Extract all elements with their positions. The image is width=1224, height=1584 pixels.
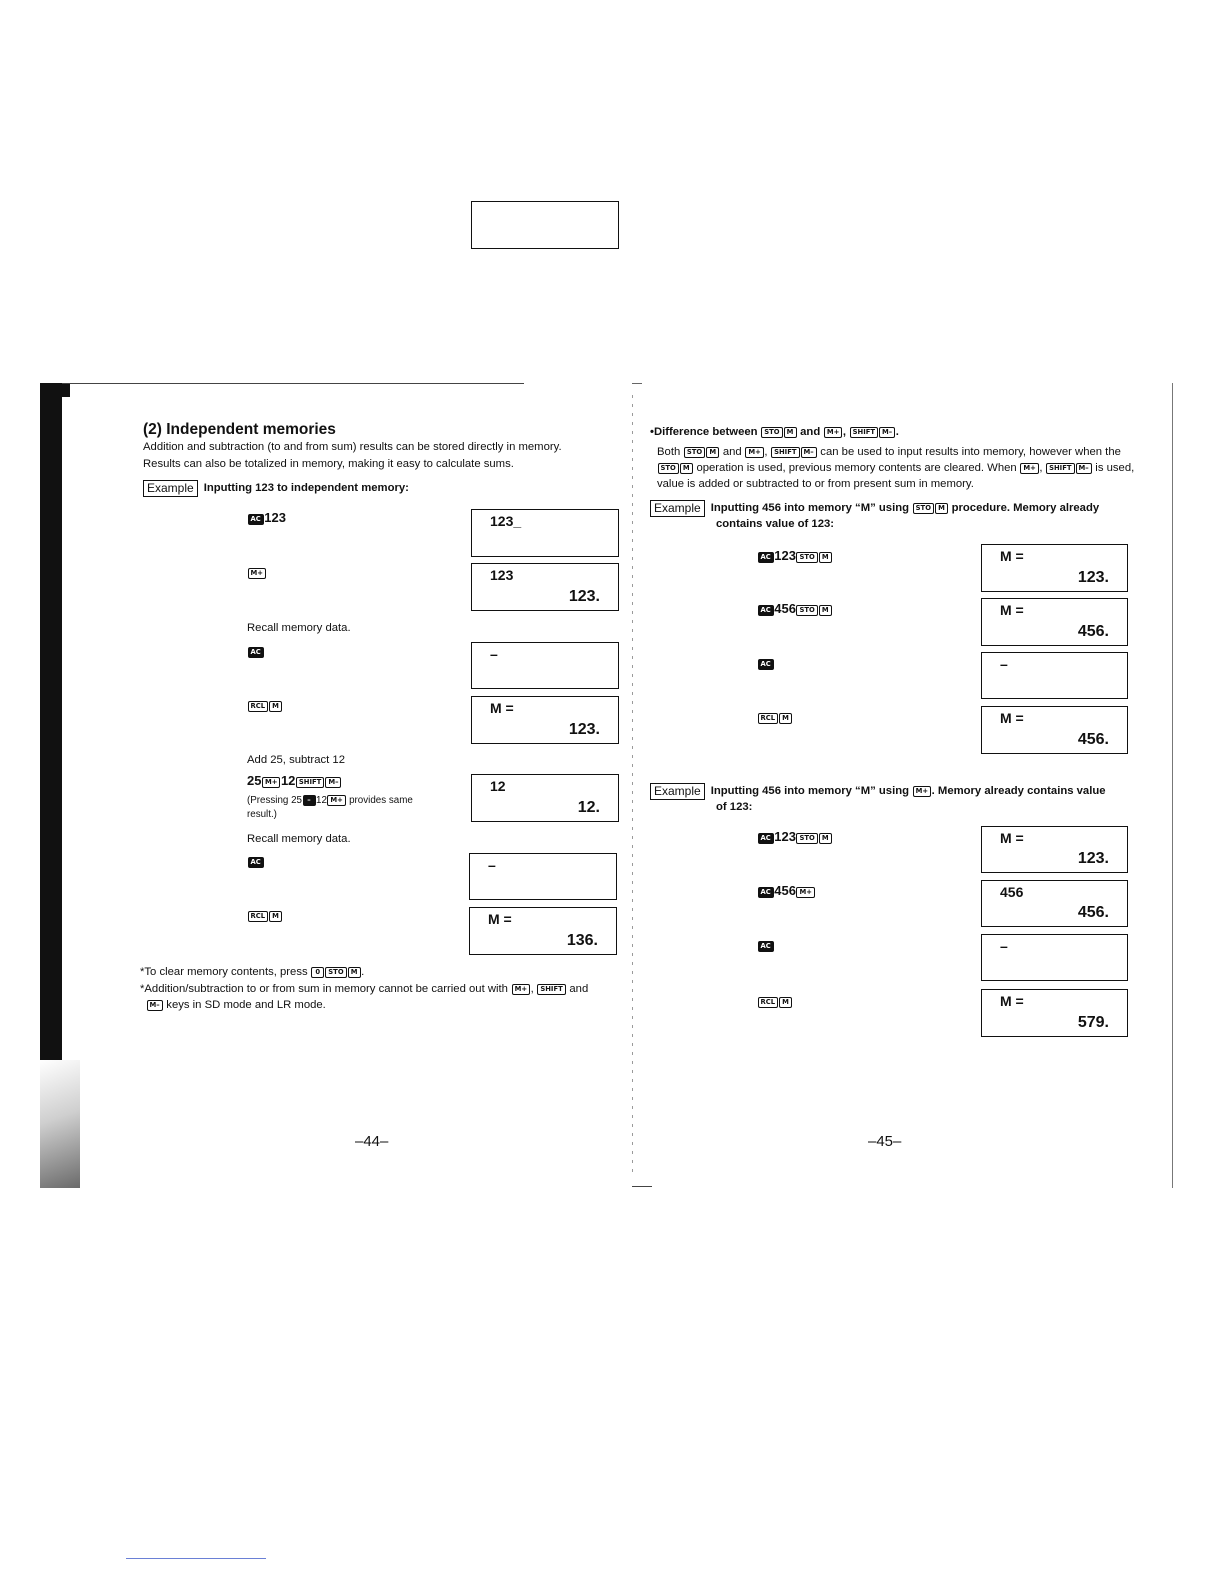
sto-key-icon: STO xyxy=(796,605,817,616)
difference-para-line-3: value is added or subtracted to or from present sum in memory. xyxy=(657,478,974,490)
lcd-display xyxy=(981,826,1128,873)
m-plus-key-icon: M+ xyxy=(745,447,763,458)
step-ac-456-sto-m xyxy=(757,601,832,617)
sto-key-icon: STO xyxy=(796,833,817,844)
example-label: Example xyxy=(650,500,705,517)
footnote-clear-memory: *To clear memory contents, press 0 STO M . xyxy=(140,966,365,978)
scan-center-mark xyxy=(632,383,642,384)
example-header-right-2 xyxy=(650,783,1106,800)
step-ac-456-m-plus xyxy=(757,883,815,899)
m-key-icon: M xyxy=(784,427,797,438)
scan-bottom-mark xyxy=(632,1186,652,1187)
scan-page-curl-shadow xyxy=(40,1060,80,1188)
section-heading: (2) Independent memories xyxy=(143,421,336,438)
lcd-top-line: – xyxy=(1000,938,1008,954)
example-title: Inputting 123 to independent memory: xyxy=(203,482,409,494)
m-minus-key-icon: M– xyxy=(325,777,341,788)
lcd-top-line: 123 xyxy=(490,567,514,583)
example-label: Example xyxy=(143,480,198,497)
shift-key-icon: SHIFT xyxy=(850,427,878,438)
m-key-icon: M xyxy=(706,447,719,458)
lcd-top-line: 456 xyxy=(1000,884,1024,900)
zero-key-icon: 0 xyxy=(311,967,324,978)
rcl-key-icon: RCL xyxy=(248,701,269,712)
ac-key-icon: AC xyxy=(758,887,774,898)
example-title-2: Inputting 456 into memory “M” using M+ . Memory already contains value xyxy=(710,785,1106,797)
m-key-icon: M xyxy=(819,605,832,616)
lcd-top-line: M = xyxy=(490,700,514,716)
m-key-icon: M xyxy=(680,463,693,474)
sto-key-icon: STO xyxy=(684,447,705,458)
ac-key-icon: AC xyxy=(758,659,774,670)
recall-note-2: Recall memory data. xyxy=(247,833,351,845)
rcl-key-icon: RCL xyxy=(758,997,779,1008)
pressing-note-line-2: result.) xyxy=(247,809,277,820)
m-key-icon: M xyxy=(269,701,282,712)
shift-key-icon: SHIFT xyxy=(1046,463,1074,474)
m-key-icon: M xyxy=(819,833,832,844)
step-rcl-m xyxy=(757,993,793,1009)
step-digits: 456 xyxy=(774,883,796,898)
intro-line-1: Addition and subtraction (to and from sum) results can be stored directly in memory. xyxy=(143,441,562,453)
example-label: Example xyxy=(650,783,705,800)
example-title-2-cont: of 123: xyxy=(716,801,753,813)
sto-key-icon: STO xyxy=(761,427,782,438)
lcd-top-line: M = xyxy=(1000,710,1024,726)
lcd-top-line: M = xyxy=(1000,830,1024,846)
m-plus-key-icon: M+ xyxy=(796,887,814,898)
lcd-display xyxy=(471,509,619,557)
step-digits: 12 xyxy=(280,773,296,788)
example-header-right-1 xyxy=(650,500,1099,517)
example-title-1: Inputting 456 into memory “M” using STO M procedure. Memory already xyxy=(710,502,1100,514)
lcd-display xyxy=(981,544,1128,592)
lcd-main-value: 123. xyxy=(568,721,600,738)
lcd-main-value: 456. xyxy=(1077,904,1109,921)
lcd-display xyxy=(981,880,1128,927)
example-header-left xyxy=(143,480,409,497)
step-ac xyxy=(757,655,774,671)
m-minus-key-icon: M– xyxy=(1076,463,1092,474)
lcd-display xyxy=(981,706,1128,754)
scan-left-edge-cap xyxy=(40,383,70,397)
lcd-top-line: 123_ xyxy=(490,513,522,529)
m-key-icon: M xyxy=(935,503,948,514)
lcd-top-line: M = xyxy=(488,911,512,927)
m-minus-key-icon: M– xyxy=(147,1000,163,1011)
sto-key-icon: STO xyxy=(796,552,817,563)
m-plus-key-icon: M+ xyxy=(913,786,931,797)
lcd-top-line: – xyxy=(1000,656,1008,672)
scan-top-rule xyxy=(62,383,524,384)
step-ac xyxy=(247,853,264,869)
m-plus-key-icon: M+ xyxy=(327,795,345,806)
ac-key-icon: AC xyxy=(758,605,774,616)
m-minus-key-icon: M– xyxy=(801,447,817,458)
step-m-plus xyxy=(247,564,266,580)
shift-key-icon: SHIFT xyxy=(537,984,565,995)
m-plus-key-icon: M+ xyxy=(1020,463,1038,474)
ac-key-icon: AC xyxy=(248,514,264,525)
lcd-main-value: 579. xyxy=(1077,1014,1109,1031)
m-key-icon: M xyxy=(779,713,792,724)
footnote-sd-lr-mode: *Addition/subtraction to or from sum in memory cannot be carried out with M+ , SHIFT and xyxy=(140,983,589,995)
lcd-display xyxy=(981,598,1128,646)
step-digits: 123 xyxy=(264,510,286,525)
page-gutter xyxy=(632,395,633,1175)
lcd-display xyxy=(981,989,1128,1037)
step-ac xyxy=(757,937,774,953)
ac-key-icon: AC xyxy=(758,941,774,952)
lcd-display xyxy=(469,907,617,955)
step-add-subtract xyxy=(247,773,342,789)
ac-key-icon: AC xyxy=(758,833,774,844)
difference-para-line-2: STO M operation is used, previous memory contents are cleared. When M+ , SHIFT M– is used, xyxy=(657,460,1134,476)
shift-key-icon: SHIFT xyxy=(771,447,799,458)
lcd-display xyxy=(469,853,617,900)
page-number-right: –45– xyxy=(868,1133,902,1150)
footnote-sd-lr-mode-cont: M– keys in SD mode and LR mode. xyxy=(146,997,326,1014)
lcd-display xyxy=(471,201,619,249)
page-number-left: –44– xyxy=(355,1133,389,1150)
step-digits: 123 xyxy=(774,829,796,844)
ac-key-icon: AC xyxy=(248,647,264,658)
lcd-main-value: 123. xyxy=(568,588,600,605)
sto-key-icon: STO xyxy=(658,463,679,474)
recall-note-1: Recall memory data. xyxy=(247,622,351,634)
shift-key-icon: SHIFT xyxy=(296,777,324,788)
ac-key-icon: AC xyxy=(248,857,264,868)
lcd-display xyxy=(471,642,619,689)
step-rcl-m xyxy=(757,709,793,725)
m-plus-key-icon: M+ xyxy=(824,427,842,438)
sto-key-icon: STO xyxy=(325,967,346,978)
lcd-top-line: – xyxy=(488,857,496,873)
difference-heading: •Difference between STO M and M+ , SHIFT M– . xyxy=(650,426,899,438)
lcd-main-value: 456. xyxy=(1077,731,1109,748)
step-digits: 456 xyxy=(774,601,796,616)
add-subtract-note: Add 25, subtract 12 xyxy=(247,754,345,766)
step-ac-123 xyxy=(247,510,286,526)
difference-para-line-1: Both STO M and M+ , SHIFT M– can be used to input results into memory, however when the xyxy=(657,446,1121,458)
lcd-main-value: 123. xyxy=(1077,569,1109,586)
lcd-main-value: 456. xyxy=(1077,623,1109,640)
minus-key-icon: – xyxy=(303,795,316,806)
step-digits: 123 xyxy=(774,548,796,563)
lcd-display xyxy=(471,774,619,822)
pressing-note-line-1: (Pressing 25 – 12 M+ provides same xyxy=(247,795,413,806)
m-key-icon: M xyxy=(269,911,282,922)
m-plus-key-icon: M+ xyxy=(512,984,530,995)
lcd-top-line: M = xyxy=(1000,993,1024,1009)
lcd-display xyxy=(471,563,619,611)
step-rcl-m xyxy=(247,907,283,923)
lcd-display xyxy=(471,696,619,744)
m-minus-key-icon: M– xyxy=(879,427,895,438)
m-key-icon: M xyxy=(348,967,361,978)
scan-right-edge xyxy=(1172,383,1173,1188)
ac-key-icon: AC xyxy=(758,552,774,563)
step-ac-123-sto-m xyxy=(757,829,832,845)
example-title-1-cont: contains value of 123: xyxy=(716,518,835,530)
lcd-display xyxy=(981,652,1128,699)
m-key-icon: M xyxy=(779,997,792,1008)
step-digits: 25 xyxy=(247,773,262,788)
lcd-top-line: – xyxy=(490,646,498,662)
rcl-key-icon: RCL xyxy=(758,713,779,724)
scan-blue-line xyxy=(126,1558,266,1559)
lcd-main-value: 12. xyxy=(577,799,600,816)
step-ac-123-sto-m xyxy=(757,548,832,564)
m-plus-key-icon: M+ xyxy=(248,568,266,579)
lcd-main-value: 136. xyxy=(566,932,598,949)
step-rcl-m xyxy=(247,697,283,713)
step-ac xyxy=(247,643,264,659)
lcd-display xyxy=(981,934,1128,981)
intro-line-2: Results can also be totalized in memory, making it easy to calculate sums. xyxy=(143,458,514,470)
lcd-top-line: 12 xyxy=(490,778,506,794)
lcd-main-value: 123. xyxy=(1077,850,1109,867)
m-plus-key-icon: M+ xyxy=(262,777,280,788)
m-key-icon: M xyxy=(819,552,832,563)
lcd-top-line: M = xyxy=(1000,548,1024,564)
rcl-key-icon: RCL xyxy=(248,911,269,922)
sto-key-icon: STO xyxy=(913,503,934,514)
lcd-top-line: M = xyxy=(1000,602,1024,618)
